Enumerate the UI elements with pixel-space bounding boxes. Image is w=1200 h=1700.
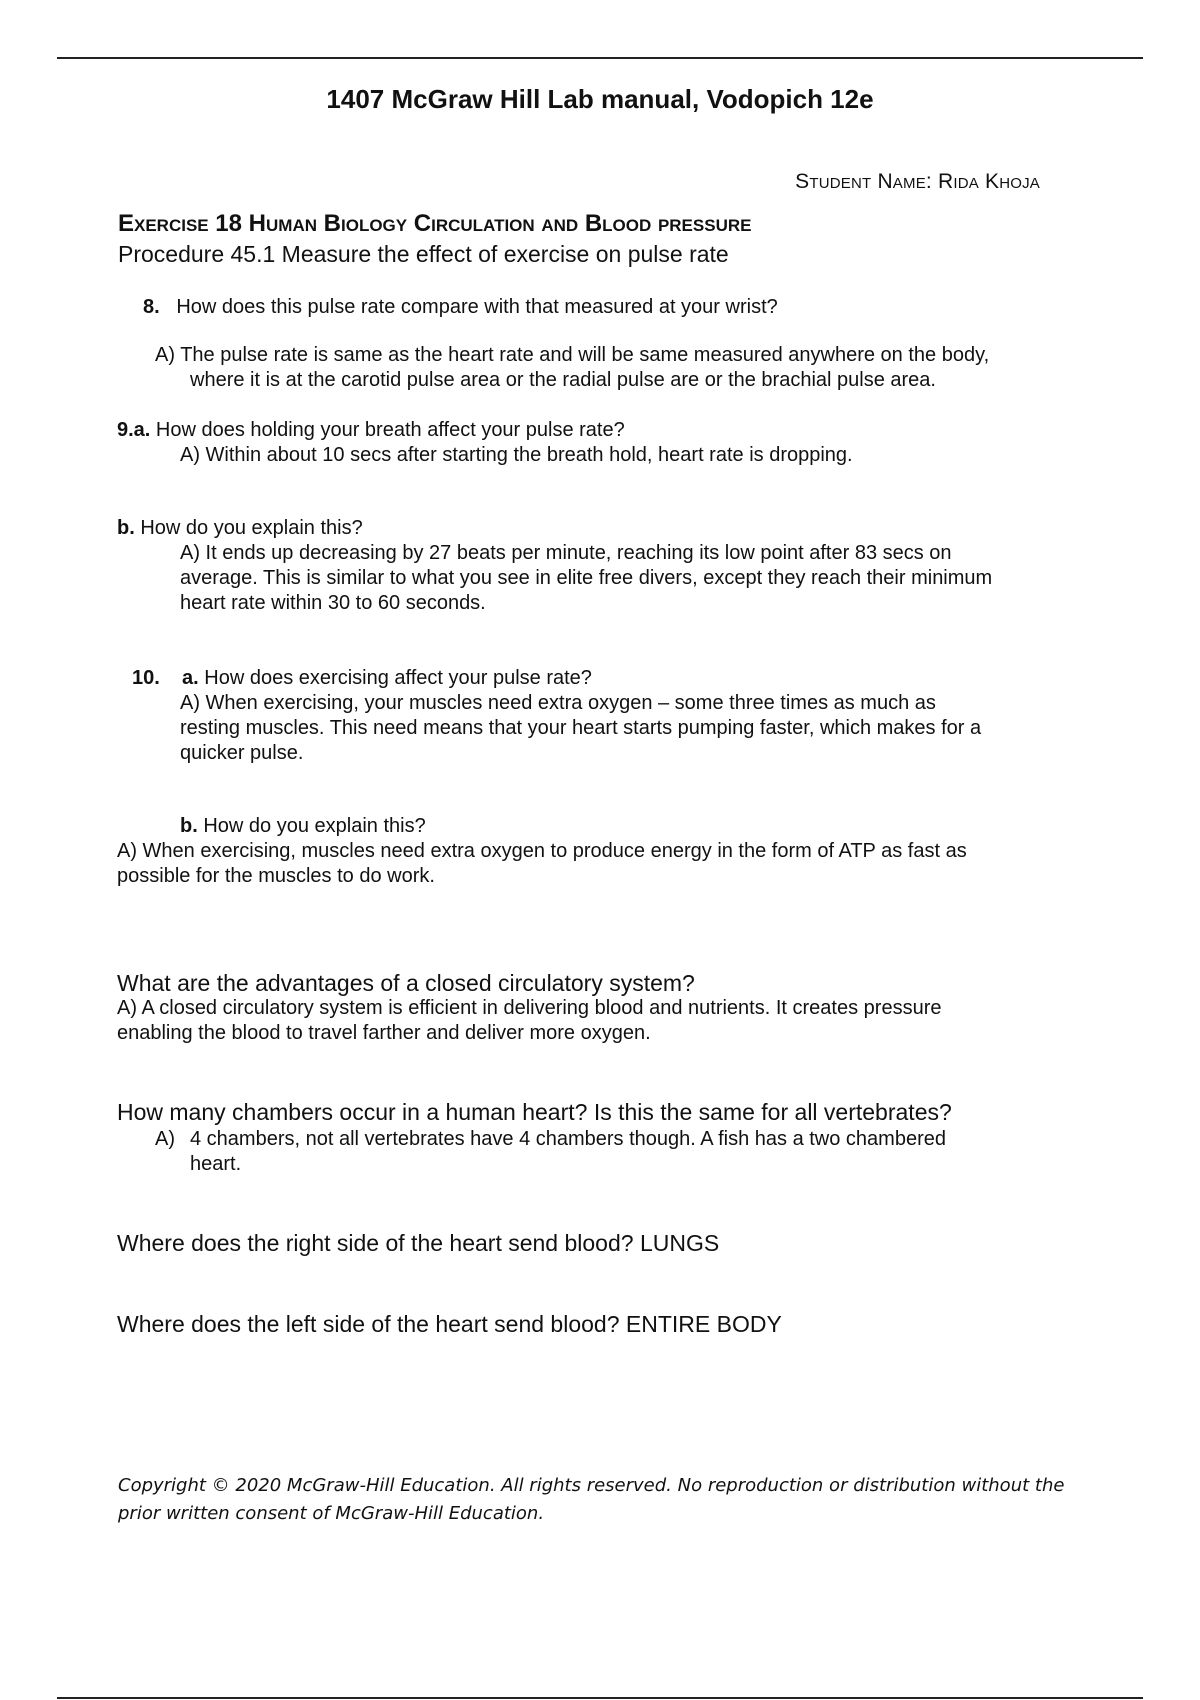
- question-text: How does this pulse rate compare with that measured at your wrist?: [176, 296, 778, 318]
- sub-question-letter: b.: [180, 815, 198, 837]
- copyright-notice: Copyright © 2020 McGraw-Hill Education. All rights reserved. No reproduction or distribution without the prior written consent of McGraw-Hill Education.: [118, 1475, 1065, 1524]
- question-right-side: Where does the right side of the heart send blood? LUNGS: [117, 1230, 720, 1256]
- answer-closed-line1: A) A closed circulatory system is efficient in delivering blood and nutrients. It creates pressure: [117, 997, 942, 1019]
- answer-10b-line2: possible for the muscles to do work.: [117, 865, 435, 887]
- question-text: How do you explain this?: [140, 517, 363, 539]
- answer-10b-line1: A) When exercising, muscles need extra oxygen to produce energy in the form of ATP as fast as: [117, 840, 967, 862]
- answer-9b-line3: heart rate within 30 to 60 seconds.: [180, 592, 486, 614]
- answer-10a-line3: quicker pulse.: [180, 742, 304, 764]
- answer-9b-line2: average. This is similar to what you see in elite free divers, except they reach their minimum: [180, 567, 993, 589]
- question-8: [143, 295, 778, 320]
- question-text: How does exercising affect your pulse rate?: [204, 667, 592, 689]
- answer-closed-line2: enabling the blood to travel farther and deliver more oxygen.: [117, 1022, 651, 1044]
- bottom-rule: [57, 1697, 1143, 1699]
- question-9a: [117, 418, 625, 443]
- page-title: 1407 McGraw Hill Lab manual, Vodopich 12e: [326, 84, 874, 114]
- question-heart-chambers: How many chambers occur in a human heart? Is this the same for all vertebrates?: [117, 1099, 952, 1125]
- top-rule: [57, 57, 1143, 59]
- answer-10a-line1: A) When exercising, your muscles need extra oxygen – some three times as much as: [180, 692, 936, 714]
- question-text: How does holding your breath affect your pulse rate?: [155, 419, 625, 441]
- sub-question-letter: a.: [182, 667, 199, 689]
- question-left-side: Where does the left side of the heart send blood? ENTIRE BODY: [117, 1311, 782, 1337]
- answer-marker: A): [155, 1128, 175, 1150]
- answer-8-line1: A) The pulse rate is same as the heart rate and will be same measured anywhere on the body,: [155, 344, 990, 366]
- answer-chambers-line2: heart.: [190, 1153, 242, 1175]
- question-9b: [117, 516, 363, 541]
- student-name: Student Name: Rida Khoja: [795, 170, 1040, 193]
- question-10a: [132, 666, 592, 691]
- question-text: How do you explain this?: [203, 815, 426, 837]
- question-closed-circulatory: What are the advantages of a closed circulatory system?: [117, 970, 695, 996]
- question-10b: [180, 814, 426, 839]
- answer-9a: A) Within about 10 secs after starting the breath hold, heart rate is dropping.: [180, 444, 853, 466]
- answer-chambers-line1: 4 chambers, not all vertebrates have 4 chambers though. A fish has a two chambered: [190, 1128, 946, 1150]
- answer-8-line2: where it is at the carotid pulse area or the radial pulse are or the brachial pulse area.: [190, 369, 936, 391]
- question-number: b.: [117, 517, 135, 539]
- exercise-heading: Exercise 18 Human Biology Circulation and Blood pressure: [118, 210, 752, 237]
- answer-10a-line2: resting muscles. This need means that your heart starts pumping faster, which makes for a: [180, 717, 982, 739]
- answer-9b-line1: A) It ends up decreasing by 27 beats per minute, reaching its low point after 83 secs on: [180, 542, 952, 564]
- procedure-title: Procedure 45.1 Measure the effect of exercise on pulse rate: [118, 241, 729, 267]
- question-number: 9.a.: [117, 419, 151, 441]
- question-number: 10.: [132, 667, 160, 689]
- question-number: 8.: [143, 296, 160, 318]
